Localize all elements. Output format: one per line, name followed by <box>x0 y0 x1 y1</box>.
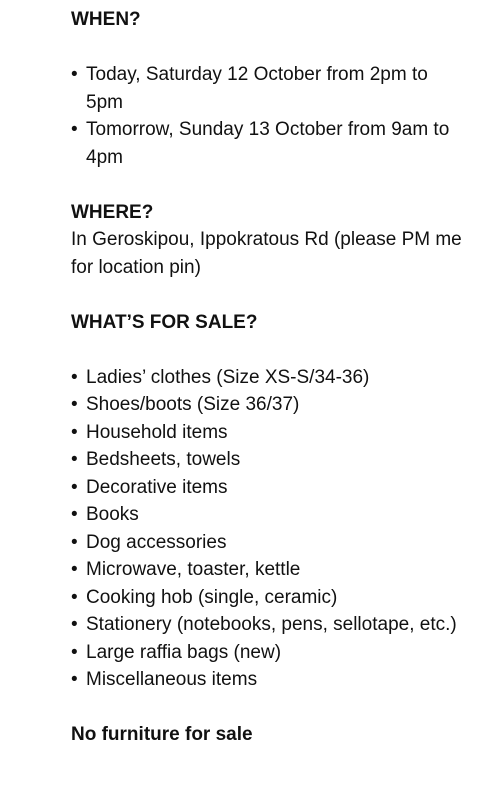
list-item: • Bedsheets, towels <box>71 446 470 474</box>
list-item: • Shoes/boots (Size 36/37) <box>71 391 470 419</box>
when-list <box>71 61 470 171</box>
list-item: • Stationery (notebooks, pens, sellotape, etc.) <box>71 611 470 639</box>
where-text: In Geroskipou, Ippokratous Rd (please PM me for location pin) <box>71 229 462 278</box>
list-item: • Microwave, toaster, kettle <box>71 556 470 584</box>
list-item: • Cooking hob (single, ceramic) <box>71 584 470 612</box>
spacer <box>71 694 470 722</box>
list-item: • Miscellaneous items <box>71 666 470 694</box>
when-item-today: • Today, Saturday 12 October from 2pm to 5pm <box>71 61 470 116</box>
where-heading: WHERE? <box>71 201 154 223</box>
spacer <box>71 171 470 199</box>
list-item: • Dog accessories <box>71 529 470 557</box>
spacer <box>71 336 470 364</box>
list-item: • Ladies’ clothes (Size XS-S/34-36) <box>71 364 470 392</box>
list-item: • Large raffia bags (new) <box>71 639 470 667</box>
list-item: • Books <box>71 501 470 529</box>
footer-note: No furniture for sale <box>71 724 253 745</box>
list-item: • Decorative items <box>71 474 470 502</box>
when-item-tomorrow: • Tomorrow, Sunday 13 October from 9am to 4pm <box>71 116 470 171</box>
spacer <box>71 281 470 309</box>
for-sale-list <box>71 364 470 694</box>
list-item: • Household items <box>71 419 470 447</box>
when-heading: WHEN? <box>71 9 141 30</box>
for-sale-heading: WHAT’S FOR SALE? <box>71 311 258 333</box>
spacer <box>71 34 470 62</box>
